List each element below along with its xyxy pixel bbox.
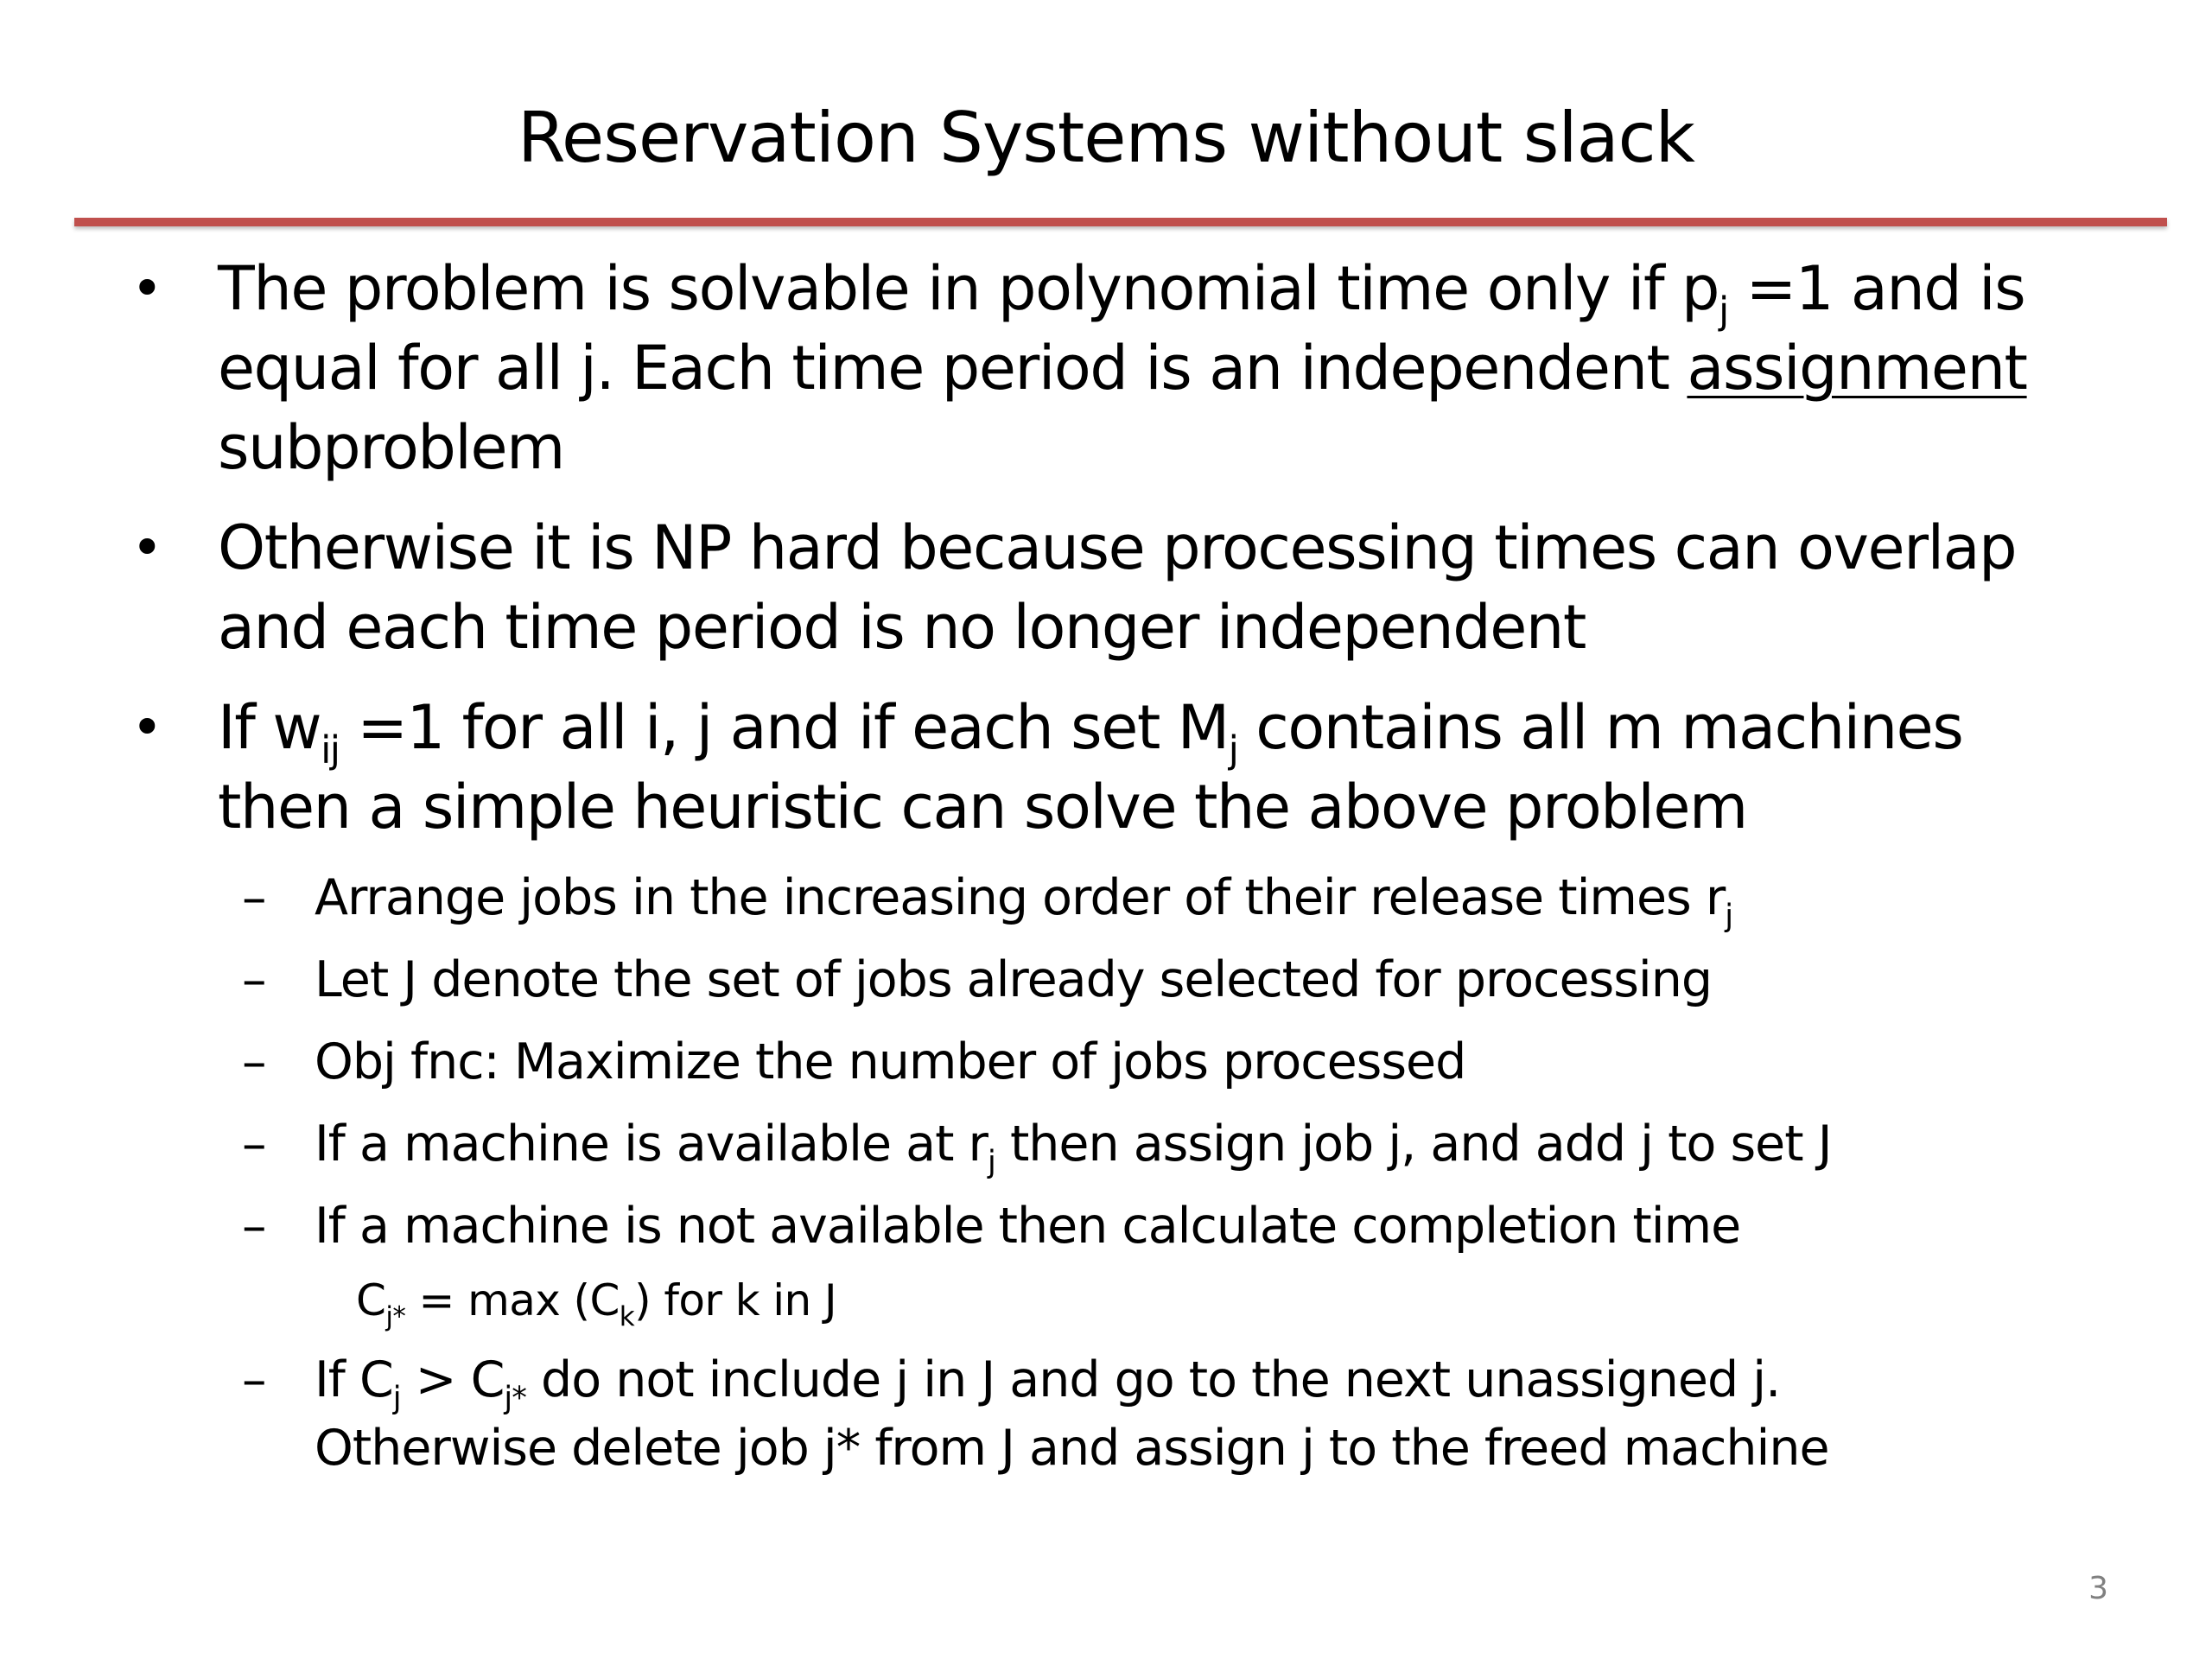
sub-marker: –	[242, 951, 266, 1008]
sub-marker: –	[242, 1198, 266, 1255]
bullet-marker: •	[131, 257, 162, 320]
sub-marker: –	[242, 1033, 266, 1090]
sub-item-4: – If a machine is available at $r_j$ then assign job j, and add j to set J	[315, 1110, 2086, 1179]
sub-item-6-line-2: Otherwise delete job j* from J and assign j to the freed machine	[315, 1420, 1829, 1477]
bullet-2-line-1: Otherwise it is NP hard because processing times can overlap	[218, 512, 2017, 583]
bullet-3	[131, 688, 2119, 847]
sub-item-5: – If a machine is not available then calculate completion time	[315, 1192, 2086, 1261]
slide-title: Reservation Systems without slack	[518, 98, 1694, 178]
bullet-1	[131, 249, 2119, 487]
bullet-3-line-2: then a simple heuristic can solve the above problem	[218, 772, 1747, 842]
bullet-3-line-1: If $w_{ij} =1$ for all i, j and if each set $M_j$ contains all m machines	[218, 692, 1963, 772]
sub-item-6-line-1: If $C_j > C_{j*}$ do not include j in J and go to the next unassigned j.	[315, 1351, 1781, 1416]
bullet-marker: •	[131, 516, 162, 579]
title-divider	[74, 218, 2167, 226]
sub-item-2: – Let J denote the set of jobs already selected for processing	[315, 946, 2086, 1014]
sub-item-1: – Arrange jobs in the increasing order of their release times $r_j$	[315, 864, 2086, 932]
page-number: 3	[2088, 1571, 2108, 1606]
bullet-marker: •	[131, 696, 162, 759]
bullet-1-line-3: subproblem	[218, 412, 564, 483]
completion-time-formula: $C_{j*} = \max (C_k)$ for k in J	[356, 1275, 837, 1332]
sub-item-6	[242, 1346, 2086, 1483]
bullet-2-line-2: and each time period is no longer independent	[218, 592, 1586, 663]
bullet-2	[131, 508, 2119, 667]
assignment-link[interactable]: assignment	[1687, 333, 2027, 404]
sub-marker: –	[242, 1116, 266, 1173]
sub-marker: –	[242, 1351, 266, 1408]
sub-item-3: – Obj fnc: Maximize the number of jobs processed	[315, 1028, 2086, 1096]
sub-marker: –	[242, 869, 266, 926]
bullet-1-line-1: The problem is solvable in polynomial time only if $p_j =1$ and is	[218, 253, 2025, 334]
bullet-1-line-2: equal for all j. Each time period is an independent assignment	[218, 333, 2027, 404]
